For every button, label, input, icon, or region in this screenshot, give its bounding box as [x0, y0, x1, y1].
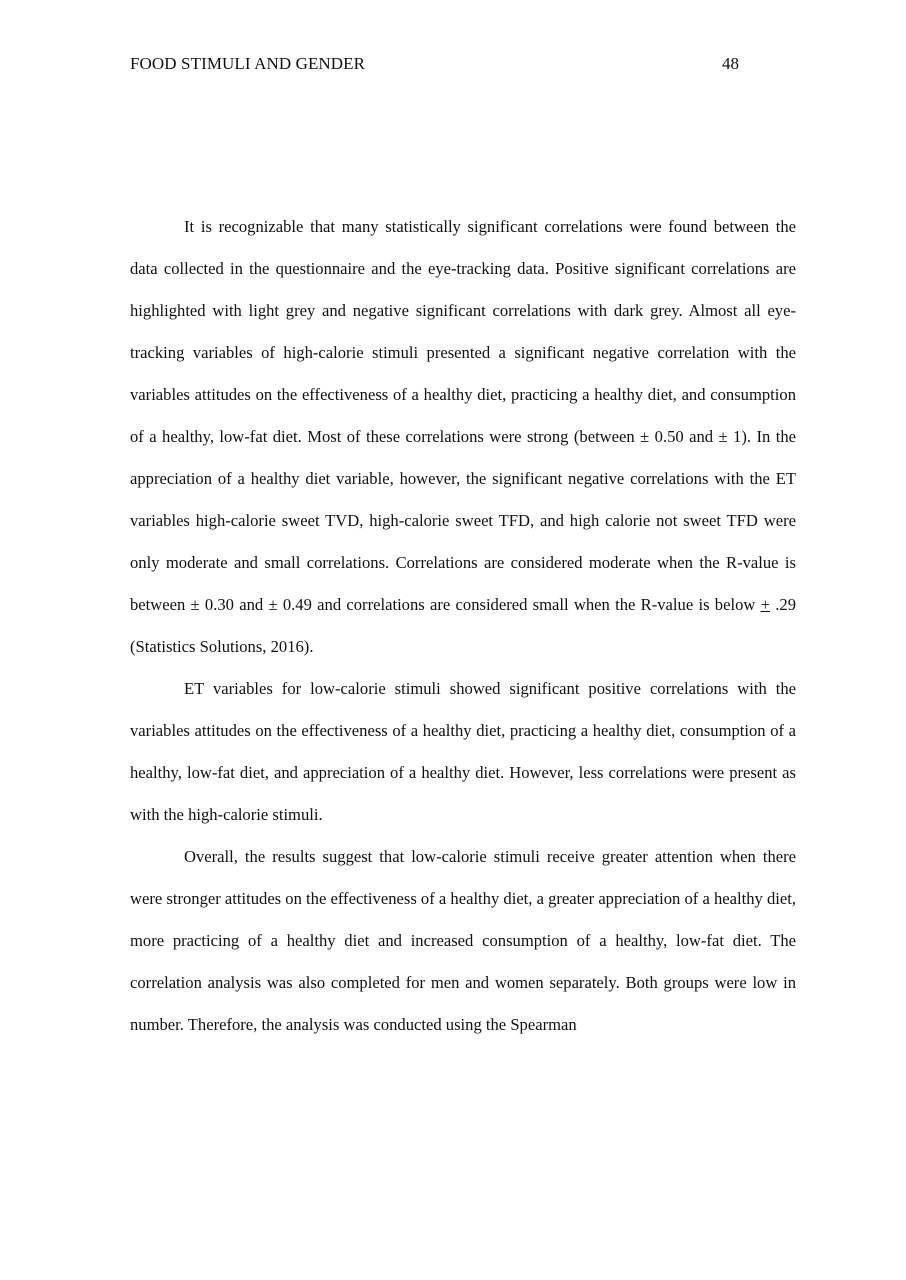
body-text	[130, 206, 796, 1046]
paragraph-correlations-text: It is recognizable that many statistically significant correlations were found between the data collected in the questionnaire and the eye-tracking data. Positive significant correlations are highlighted with light grey and negative significant correlations with dark grey. Almost all eye-tracking variables of high-calorie stimuli presented a significant negative correlation with the variables attitudes on the effectiveness of a healthy diet, practicing a healthy diet, and consumption of a healthy, low-fat diet. Most of these correlations were strong (between ± 0.50 and ± 1). In the appreciation of a healthy diet variable, however, the significant negative correlations with the ET variables high-calorie sweet TVD, high-calorie sweet TFD, and high calorie not sweet TFD were only moderate and small correlations. Correlations are considered moderate when the R-value is between ± 0.30 and ± 0.49 and correlations are considered small when the R-value is below	[130, 217, 796, 614]
paragraph-correlations	[130, 206, 796, 668]
paragraph-overall-results: Overall, the results suggest that low-calorie stimuli receive greater attention when there were stronger attitudes on the effectiveness of a healthy diet, a greater appreciation of a healthy diet, more practicing of a healthy diet and increased consumption of a healthy, low-fat diet. The correlation analysis was also completed for men and women separately. Both groups were low in number. Therefore, the analysis was conducted using the Spearman	[130, 847, 796, 1034]
plus-minus-symbol: +	[760, 595, 770, 614]
paragraph-correlations-citation: .29 (Statistics Solutions, 2016).	[130, 595, 797, 656]
page-number: 48	[722, 54, 739, 73]
paragraph-low-calorie: ET variables for low-calorie stimuli showed significant positive correlations with the variables attitudes on the effectiveness of a healthy diet, practicing a healthy diet, consumption of a healthy, low-fat diet, and appreciation of a healthy diet. However, less correlations were present as with the high-calorie stimuli.	[130, 679, 796, 824]
running-head: FOOD STIMULI AND GENDER	[130, 54, 366, 73]
